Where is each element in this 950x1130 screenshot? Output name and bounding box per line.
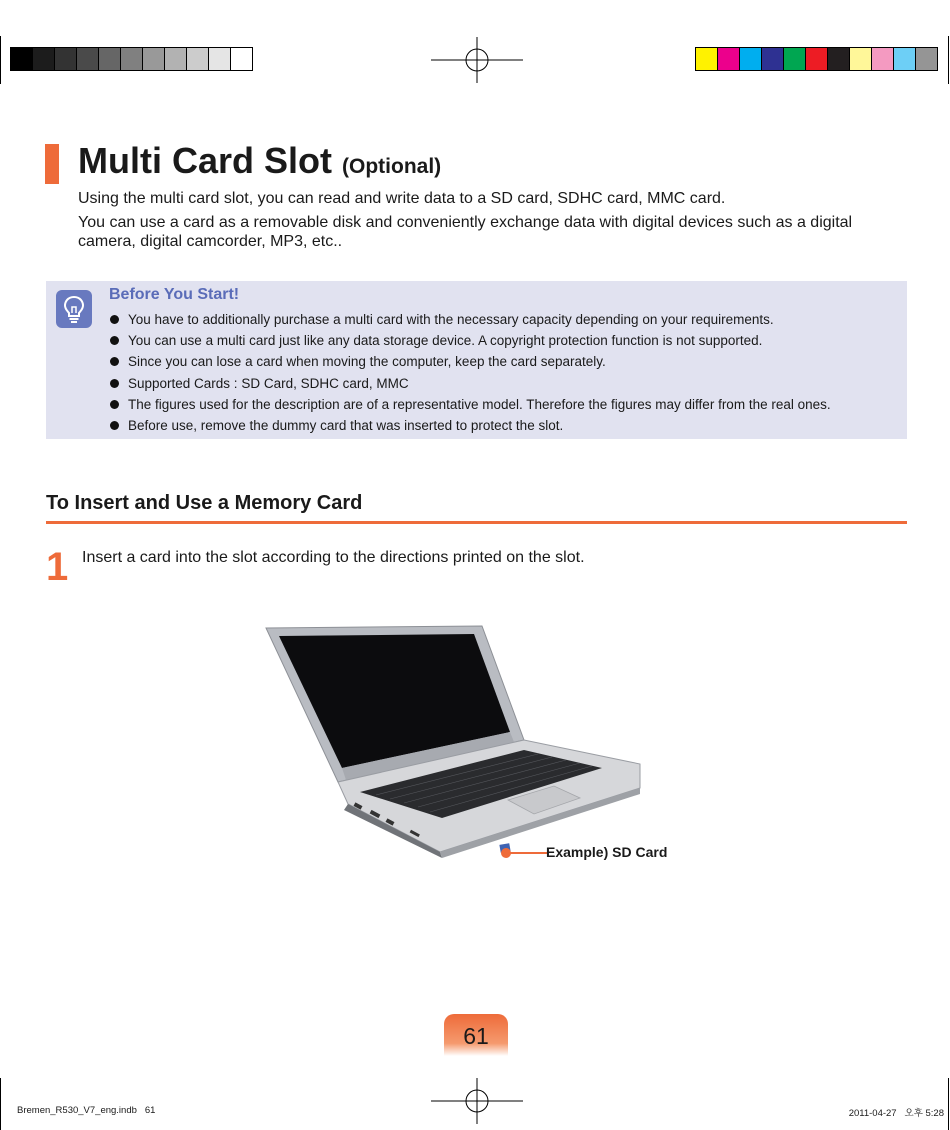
bullet-icon — [110, 336, 119, 345]
crop-mark-right-bottom — [948, 1078, 949, 1130]
callout-line — [507, 852, 547, 854]
page-number-tab — [444, 1014, 508, 1056]
registration-mark-top — [431, 37, 523, 83]
registration-mark-bottom — [431, 1078, 523, 1124]
bullet-icon — [110, 400, 119, 409]
color-swatch — [762, 48, 784, 70]
figure-callout: Example) SD Card — [546, 844, 668, 860]
bullet-icon — [110, 379, 119, 388]
bullet-icon — [110, 357, 119, 366]
color-calibration-bar — [695, 47, 938, 71]
lightbulb-icon — [56, 290, 92, 328]
color-swatch — [718, 48, 740, 70]
gray-swatch — [33, 48, 55, 70]
crop-mark-right-top — [948, 36, 949, 84]
callout-dot — [501, 848, 511, 858]
gray-swatch — [209, 48, 231, 70]
color-swatch — [740, 48, 762, 70]
gray-swatch — [99, 48, 121, 70]
intro-paragraph-1: Using the multi card slot, you can read and write data to a SD card, SDHC card, MMC card. — [78, 190, 726, 207]
section-title: To Insert and Use a Memory Card — [46, 492, 363, 514]
color-swatch — [696, 48, 718, 70]
note-item: You have to additionally purchase a multi card with the necessary capacity depending on your requirements. — [109, 309, 831, 330]
footer-filename: Bremen_R530_V7_eng.indb 61 — [17, 1105, 156, 1116]
gray-swatch — [165, 48, 187, 70]
page-title: Multi Card Slot (Optional) — [78, 140, 442, 181]
bullet-icon — [110, 421, 119, 430]
color-swatch — [806, 48, 828, 70]
title-optional-tag: (Optional) — [342, 155, 442, 178]
laptop-illustration — [262, 622, 644, 860]
color-swatch — [872, 48, 894, 70]
gray-swatch — [77, 48, 99, 70]
note-item: Before use, remove the dummy card that was inserted to protect the slot. — [109, 415, 831, 436]
section-divider — [46, 521, 907, 524]
gray-swatch — [121, 48, 143, 70]
color-swatch — [784, 48, 806, 70]
note-list — [109, 309, 831, 436]
gray-swatch — [231, 48, 252, 70]
color-swatch — [828, 48, 850, 70]
note-item: The figures used for the description are of a representative model. Therefore the figures may differ from the real ones. — [109, 394, 831, 415]
note-title: Before You Start! — [109, 286, 240, 303]
note-item: Since you can lose a card when moving the computer, keep the card separately. — [109, 351, 831, 372]
note-item: Supported Cards : SD Card, SDHC card, MMC — [109, 373, 831, 394]
gray-swatch — [143, 48, 165, 70]
bullet-icon — [110, 315, 119, 324]
step-number: 1 — [46, 545, 69, 589]
footer-timestamp: 2011-04-27 오후 5:28 — [848, 1108, 944, 1119]
crop-mark-left-top — [0, 36, 1, 84]
color-swatch — [894, 48, 916, 70]
gray-swatch — [187, 48, 209, 70]
color-swatch — [850, 48, 872, 70]
crop-mark-left-bottom — [0, 1078, 1, 1130]
grayscale-calibration-bar — [10, 47, 253, 71]
step-text: Insert a card into the slot according to the directions printed on the slot. — [82, 549, 585, 566]
intro-paragraph-2: You can use a card as a removable disk and conveniently exchange data with digital devices such as a digital camera, digital camcorder, MP3, etc.. — [78, 214, 853, 250]
gray-swatch — [55, 48, 77, 70]
page-number: 61 — [463, 1023, 489, 1049]
title-accent-bar — [45, 144, 59, 184]
gray-swatch — [11, 48, 33, 70]
color-swatch — [916, 48, 937, 70]
note-item: You can use a multi card just like any data storage device. A copyright protection function is not supported. — [109, 330, 831, 351]
